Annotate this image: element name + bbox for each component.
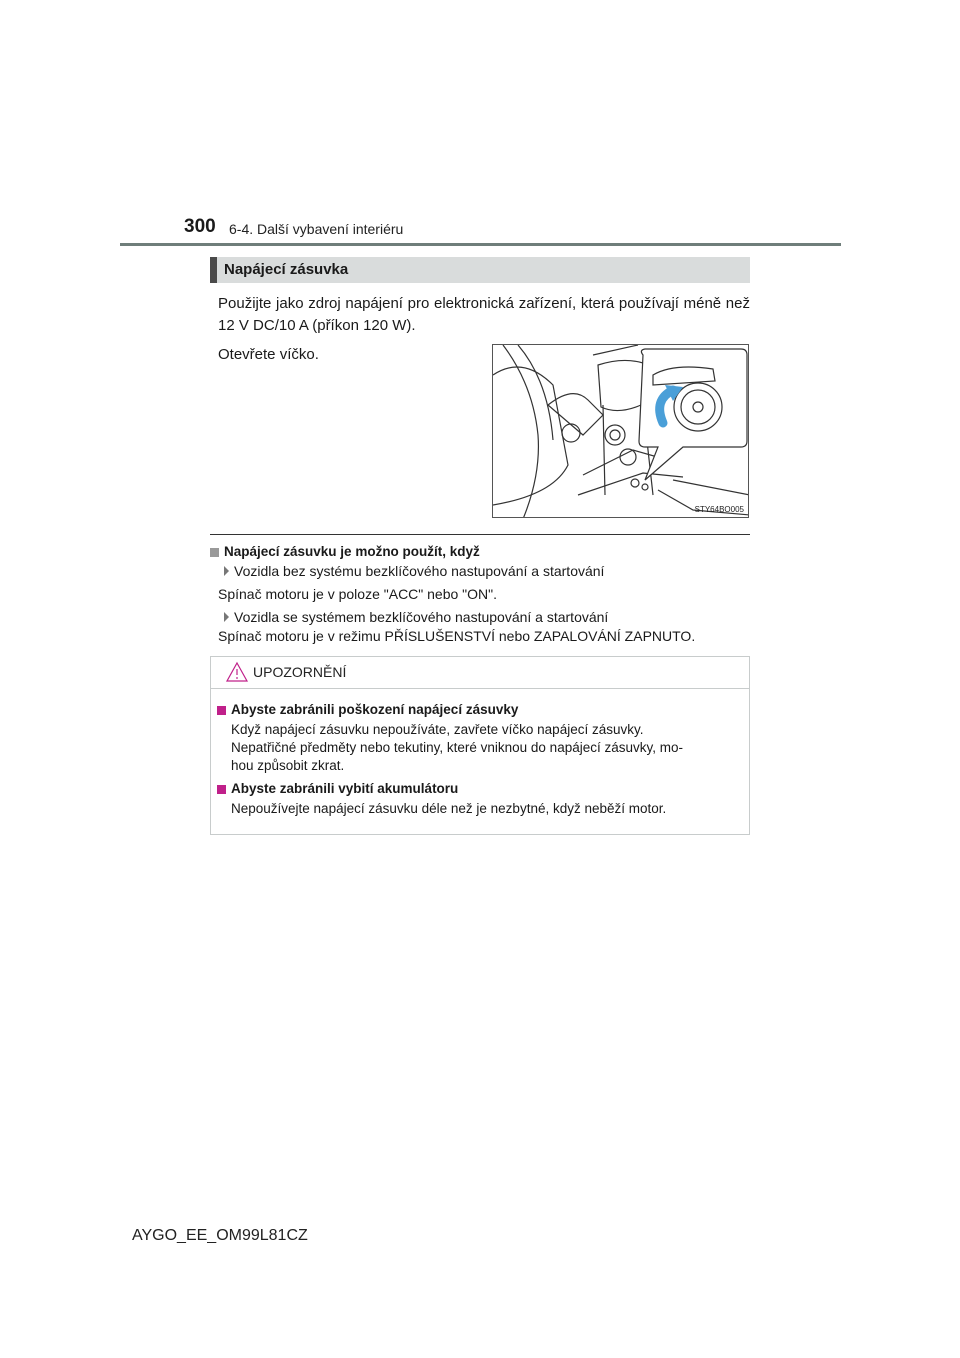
power-outlet-figure	[492, 344, 749, 518]
warning-item-2-title	[217, 780, 458, 798]
dashboard-illustration	[493, 345, 749, 518]
intro-paragraph: Použijte jako zdroj napájení pro elektronická zařízení, která používají méně než 12 V DC/10 A (příkon 120 W).	[218, 295, 750, 334]
notes-item-2	[224, 609, 608, 625]
notes-item-2-text: Spínač motoru je v režimu PŘÍSLUŠENSTVÍ nebo ZAPALOVÁNÍ ZAPNUTO.	[218, 628, 696, 644]
warning-label: UPOZORNĚNÍ	[253, 664, 347, 680]
warning-box	[210, 656, 750, 835]
notes-item-1	[224, 563, 604, 579]
header-rule	[120, 243, 841, 246]
section-title: Napájecí zásuvka	[224, 261, 349, 278]
notes-block	[210, 542, 750, 562]
notes-item-1-text: Spínač motoru je v poloze "ACC" nebo "ON".	[218, 586, 498, 602]
warning-item-1-title-text: Abyste zabránili poškození napájecí zásuvky	[231, 702, 519, 717]
square-bullet-icon	[217, 785, 226, 794]
section-title-bar	[210, 257, 750, 283]
warning-item-1-line-3: hou způsobit zkrat.	[231, 758, 345, 773]
notes-heading	[210, 542, 750, 562]
notes-heading-text: Napájecí zásuvku je možno použít, když	[224, 544, 480, 559]
warning-item-2-line-1: Nepoužívejte napájecí zásuvku déle než je nezbytné, když neběží motor.	[231, 801, 667, 816]
section-divider	[210, 534, 750, 535]
notes-item-1-label: Vozidla bez systému bezklíčového nastupování a startování	[234, 563, 605, 579]
page-number: 300	[184, 216, 216, 237]
square-bullet-icon	[210, 548, 219, 557]
triangle-bullet-icon	[224, 566, 229, 576]
triangle-bullet-icon	[224, 612, 229, 622]
warning-item-1-line-1: Když napájecí zásuvku nepoužíváte, zavřete víčko napájecí zásuvky.	[231, 722, 644, 737]
footer-code: AYGO_EE_OM99L81CZ	[132, 1227, 308, 1244]
warning-triangle-icon	[225, 661, 249, 683]
warning-item-1-line-2: Nepatřičné předměty nebo tekutiny, které vniknou do napájecí zásuvky, mo-	[231, 740, 683, 755]
figure-code: STY64BO005	[694, 505, 744, 514]
instruction-paragraph: Otevřete víčko.	[218, 346, 319, 363]
section-title-accent	[210, 257, 217, 283]
warning-item-1-title	[217, 701, 518, 719]
notes-item-2-label: Vozidla se systémem bezklíčového nastupování a startování	[234, 609, 609, 625]
warning-header	[211, 657, 749, 689]
square-bullet-icon	[217, 706, 226, 715]
warning-item-2-title-text: Abyste zabránili vybití akumulátoru	[231, 781, 459, 796]
chapter-title: 6-4. Další vybavení interiéru	[229, 221, 404, 237]
